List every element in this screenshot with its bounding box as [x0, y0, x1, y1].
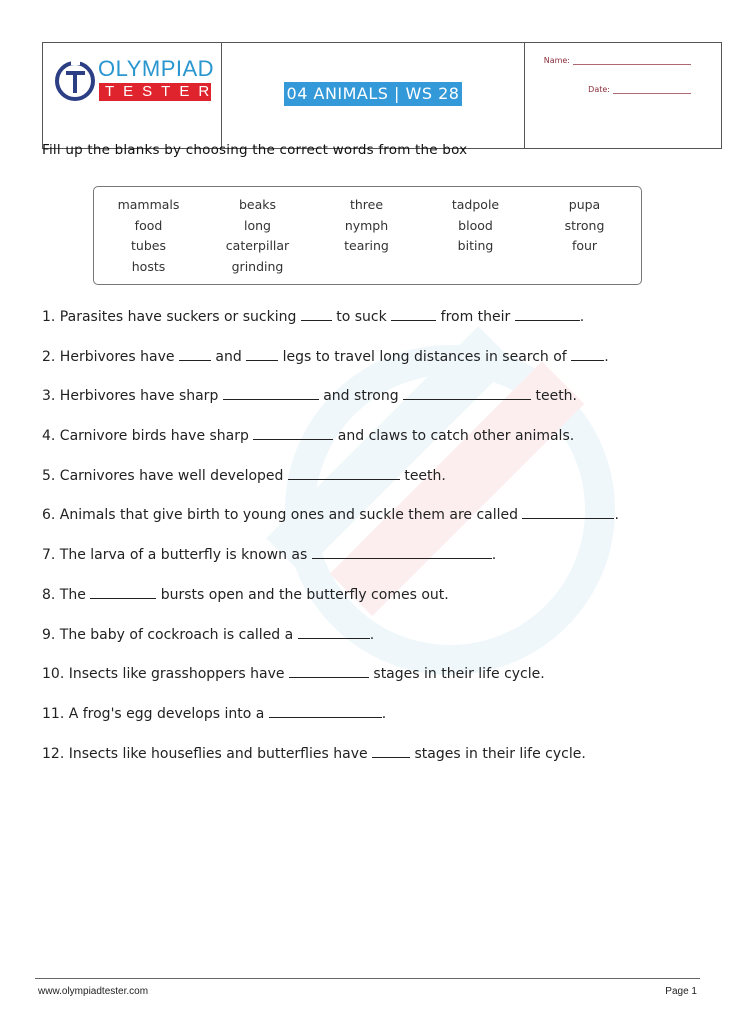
question-text: from their	[436, 309, 515, 325]
question-text: stages in their life cycle.	[410, 745, 586, 762]
question-text: 12. Insects like houseflies and butterflies have	[42, 745, 373, 762]
word-option: three	[349, 197, 384, 212]
word-option: long	[244, 217, 271, 233]
answer-blank[interactable]	[288, 465, 400, 480]
question-text: 10. Insects like grasshoppers have	[42, 666, 289, 683]
answer-blank[interactable]	[298, 624, 370, 639]
question-text: 8. The	[42, 586, 91, 603]
question-text: 5. Carnivores have well developed	[42, 467, 288, 484]
answer-blank[interactable]	[312, 544, 492, 559]
word-option: tearing	[344, 238, 389, 253]
answer-blank[interactable]	[223, 385, 319, 400]
answer-blank[interactable]	[269, 703, 382, 718]
word-option: tadpole	[451, 197, 500, 212]
question-8	[42, 584, 619, 624]
word-option: pupa	[568, 197, 601, 212]
word-grid	[94, 197, 641, 279]
question-text: stages in their life cycle.	[368, 666, 545, 683]
word-option: hosts	[131, 258, 166, 274]
name-field[interactable]	[544, 56, 691, 65]
name-label: Name:	[543, 56, 570, 65]
word-box	[93, 186, 642, 285]
question-7	[42, 544, 619, 584]
question-text: .	[604, 348, 609, 365]
date-line[interactable]	[613, 85, 691, 94]
question-text: 6. Animals that give birth to young ones and suckle them are called	[42, 507, 523, 524]
question-text: .	[381, 705, 387, 722]
footer-divider	[35, 978, 700, 979]
footer-website: www.olympiadtester.com	[38, 986, 149, 997]
question-text: and claws to catch other animals.	[333, 428, 575, 445]
question-12	[42, 743, 619, 783]
question-list	[42, 306, 619, 782]
question-text: legs to travel long distances in search of	[278, 348, 572, 365]
question-text: .	[491, 547, 497, 564]
answer-blank[interactable]	[372, 743, 410, 758]
question-text: 7. The larva of a butterfly is known as	[42, 547, 312, 564]
question-text: .	[369, 626, 375, 643]
word-option: nymph	[344, 217, 389, 233]
answer-blank[interactable]	[403, 385, 531, 400]
answer-blank[interactable]	[301, 306, 332, 321]
answer-blank[interactable]	[522, 504, 614, 519]
question-text: .	[579, 309, 585, 325]
question-5	[42, 465, 619, 505]
word-option: strong	[564, 217, 605, 233]
question-3	[42, 385, 619, 425]
answer-blank[interactable]	[391, 306, 436, 321]
question-9	[42, 624, 619, 664]
question-11	[42, 703, 619, 743]
word-option: caterpillar	[225, 238, 290, 253]
logo-cell	[43, 43, 222, 148]
answer-blank[interactable]	[179, 346, 211, 361]
question-text: 3. Herbivores have sharp	[42, 388, 223, 405]
question-text: .	[614, 507, 619, 524]
word-option: four	[571, 238, 598, 253]
word-option: grinding	[231, 258, 284, 274]
answer-blank[interactable]	[289, 663, 369, 678]
word-option: blood	[458, 217, 493, 233]
date-field[interactable]	[588, 85, 691, 94]
question-text: and strong	[318, 388, 404, 405]
question-2	[42, 346, 619, 386]
date-label: Date:	[588, 85, 610, 94]
logo-t-circle-icon	[55, 61, 95, 101]
footer-page-number: Page 1	[665, 986, 697, 997]
name-line[interactable]	[573, 56, 691, 65]
question-10	[42, 663, 619, 703]
answer-blank[interactable]	[253, 425, 333, 440]
word-option: mammals	[117, 197, 180, 212]
meta-cell	[525, 43, 721, 148]
answer-blank[interactable]	[515, 306, 580, 321]
title-cell	[222, 43, 525, 148]
question-1	[42, 306, 619, 346]
logo-text-olympiad: OLYMPIAD	[98, 56, 215, 81]
question-text: 4. Carnivore birds have sharp	[42, 428, 254, 445]
answer-blank[interactable]	[571, 346, 604, 361]
answer-blank[interactable]	[90, 584, 156, 599]
question-text: to suck	[331, 309, 392, 325]
question-text: teeth.	[399, 467, 446, 484]
question-4	[42, 425, 619, 465]
logo-text-tester: TESTER	[99, 83, 211, 101]
answer-blank[interactable]	[246, 346, 278, 361]
word-option: tubes	[131, 238, 166, 253]
question-text: 2. Herbivores have	[42, 348, 179, 365]
question-text: teeth.	[531, 388, 578, 405]
word-option: beaks	[238, 197, 277, 212]
instructions: Fill up the blanks by choosing the correct words from the box	[42, 142, 468, 158]
question-text: 11. A frog's egg develops into a	[42, 705, 269, 722]
word-option: biting	[457, 238, 494, 253]
question-text: bursts open and the butterfly comes out.	[156, 586, 449, 603]
question-6	[42, 504, 619, 544]
question-text: 1. Parasites have suckers or sucking	[42, 309, 301, 325]
worksheet-title: 04 ANIMALS | WS 28	[284, 82, 463, 106]
word-option: food	[134, 217, 163, 233]
question-text: 9. The baby of cockroach is called a	[42, 626, 298, 643]
question-text: and	[210, 348, 247, 365]
worksheet-header	[42, 42, 722, 149]
